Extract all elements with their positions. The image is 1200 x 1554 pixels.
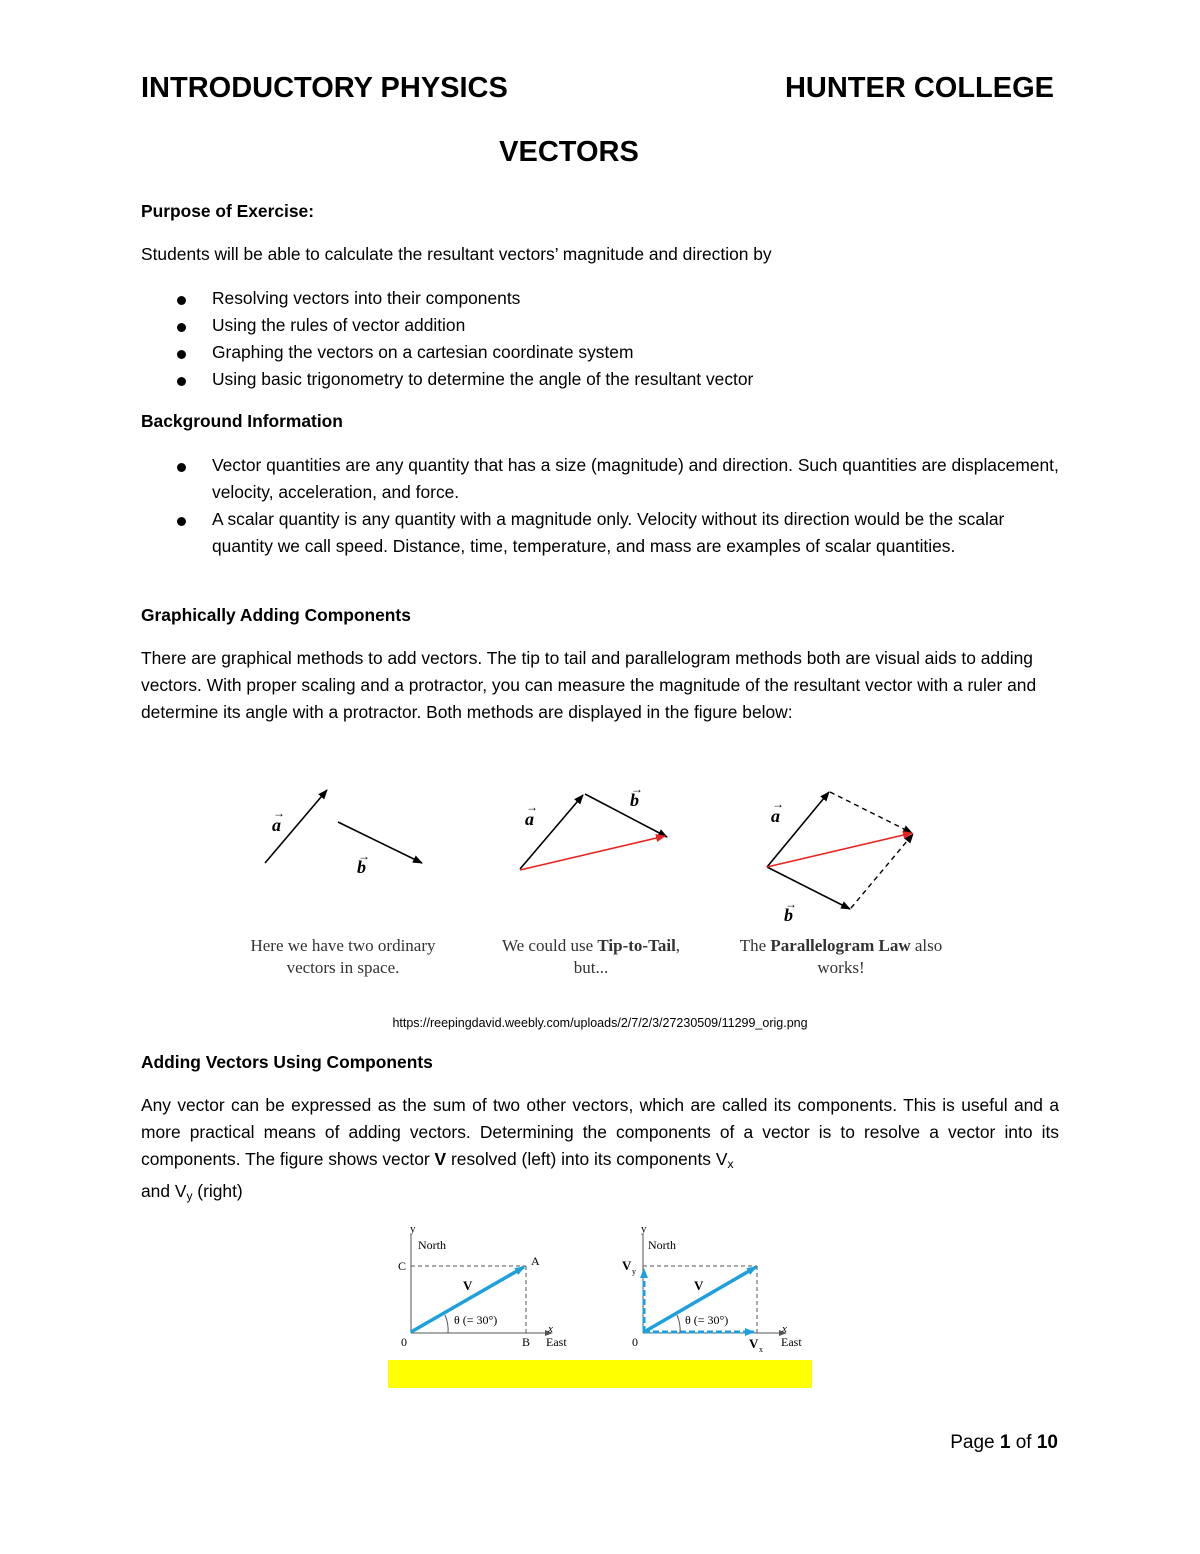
point-b-label: B — [522, 1335, 531, 1349]
caption-tip-to-tail — [480, 935, 702, 979]
vector-arrow-icon: → — [772, 797, 784, 811]
caption-two-vectors — [232, 935, 454, 979]
paragraph-text: (right) — [192, 1181, 243, 1201]
caption-text: but... — [573, 958, 609, 977]
caption-text: Here we have two ordinary — [250, 936, 436, 955]
vector-v-panel — [398, 1223, 567, 1349]
north-label: North — [418, 1238, 446, 1252]
list-item: A scalar quantity is any quantity with a magnitude only. Velocity without its direction would be the scalar quantity we call speed. Distance, time, temperature, and mass are examples of scalar quantities. — [141, 506, 1059, 560]
purpose-list — [141, 285, 1059, 393]
vector-v-label: V — [694, 1278, 704, 1293]
vector-arrow-icon: → — [273, 806, 285, 820]
vector-addition-figure — [230, 780, 970, 930]
caption-bold: Tip-to-Tail — [597, 936, 676, 955]
highlight-bar — [388, 1360, 812, 1388]
two-vectors-panel — [265, 790, 422, 877]
caption-text: The — [739, 936, 771, 955]
footer-page-number: 1 — [999, 1432, 1011, 1453]
vector-b-label: b — [357, 857, 366, 877]
paragraph-text: Any vector can be expressed as the sum of two other vectors, which are called its components. This is useful and a more practical means of adding vectors. Determining the components of a vector is to resolve a vector into its components. The figure shows vector — [141, 1095, 1059, 1169]
angle-label: θ (= 30°) — [454, 1313, 498, 1327]
list-item: Resolving vectors into their components — [141, 285, 1059, 312]
purpose-section — [141, 198, 1059, 393]
point-a-label: A — [531, 1254, 540, 1268]
background-heading: Background Information — [141, 411, 343, 431]
vector-arrow-icon: → — [358, 849, 370, 863]
vx-subscript: x — [759, 1345, 763, 1354]
east-label: East — [781, 1335, 802, 1349]
vy-label: V — [622, 1258, 632, 1273]
east-label: East — [546, 1335, 567, 1349]
paragraph-text: and V — [141, 1181, 187, 1201]
graphical-section — [141, 602, 1059, 726]
components-panel — [622, 1223, 802, 1354]
angle-arc — [677, 1315, 680, 1333]
components-heading: Adding Vectors Using Components — [141, 1052, 433, 1072]
caption-text: works! — [817, 958, 865, 977]
x-axis-label: x — [548, 1323, 553, 1335]
list-item: Using basic trigonometry to determine the angle of the resultant vector — [141, 366, 1059, 393]
footer-total-pages: 10 — [1036, 1432, 1058, 1453]
vector-a-label: a — [771, 806, 780, 826]
list-item: Using the rules of vector addition — [141, 312, 1059, 339]
vector-b-label: b — [784, 905, 793, 925]
vector-components-figure — [388, 1222, 812, 1360]
footer-of-word: of — [1015, 1432, 1032, 1453]
vector-b-arrow — [767, 867, 850, 909]
background-section — [141, 408, 1059, 560]
header-course: INTRODUCTORY PHYSICS — [141, 72, 508, 104]
list-item: Vector quantities are any quantity that has a size (magnitude) and direction. Such quantities are displacement, velocity, acceleration, and force. — [141, 452, 1059, 506]
resultant-arrow — [767, 833, 912, 867]
tip-to-tail-panel — [520, 782, 667, 870]
caption-parallelogram — [724, 935, 958, 979]
vy-subscript: y — [632, 1267, 636, 1276]
header-college: HUNTER COLLEGE — [784, 72, 1054, 104]
components-section — [141, 1049, 1059, 1210]
vector-b-arrow — [338, 822, 422, 863]
caption-text: also — [910, 936, 943, 955]
origin-label: 0 — [401, 1335, 407, 1349]
vector-b-label: b — [630, 790, 639, 810]
graphical-paragraph: There are graphical methods to add vectors. The tip to tail and parallelogram methods both are visual aids to adding vectors. With proper scaling and a protractor, you can measure the magnitude of the resultant vector with a ruler and determine its angle with a protractor. Both methods are displayed in the figure below: — [141, 648, 1037, 722]
resultant-arrow — [520, 836, 665, 870]
vector-arrow-icon: → — [631, 782, 643, 796]
caption-text: vectors in space. — [286, 958, 400, 977]
angle-arc — [445, 1315, 448, 1333]
vx-label: V — [749, 1336, 759, 1351]
point-c-label: C — [398, 1259, 407, 1273]
dashed-b-arrow — [830, 792, 912, 833]
parallelogram-panel — [767, 792, 913, 925]
subscript-x: x — [727, 1157, 734, 1171]
origin-label: 0 — [632, 1335, 638, 1349]
paragraph-text: resolved (left) into its components V — [446, 1149, 728, 1169]
background-list — [141, 452, 1059, 560]
list-item: Graphing the vectors on a cartesian coordinate system — [141, 339, 1059, 366]
y-axis-label: y — [410, 1223, 416, 1235]
figure-source-url[interactable]: https://reepingdavid.weebly.com/uploads/2/7/2/3/27230509/11299_orig.png — [392, 1016, 808, 1030]
purpose-intro: Students will be able to calculate the resultant vectors’ magnitude and direction by — [141, 244, 772, 264]
x-axis-label: x — [782, 1323, 787, 1335]
vector-arrow-icon: → — [526, 800, 538, 814]
caption-text: We could use — [501, 936, 598, 955]
caption-bold: Parallelogram Law — [770, 936, 911, 955]
vector-v-bold: V — [434, 1149, 447, 1169]
page-title: VECTORS — [499, 136, 639, 168]
purpose-heading: Purpose of Exercise: — [141, 201, 315, 221]
vector-v-label: V — [463, 1278, 473, 1293]
vector-a-label: a — [525, 809, 534, 829]
north-label: North — [648, 1238, 676, 1252]
graphical-heading: Graphically Adding Components — [141, 605, 411, 625]
page-footer — [950, 1432, 1058, 1454]
vector-a-label: a — [272, 815, 281, 835]
angle-label: θ (= 30°) — [685, 1313, 729, 1327]
caption-text: , — [675, 936, 681, 955]
y-axis-label: y — [641, 1223, 647, 1235]
components-paragraph — [141, 1092, 1059, 1210]
footer-page-word: Page — [950, 1432, 995, 1453]
subscript-y: y — [186, 1189, 193, 1203]
vector-arrow-icon: → — [785, 897, 797, 911]
vector-b-arrow — [585, 794, 667, 837]
